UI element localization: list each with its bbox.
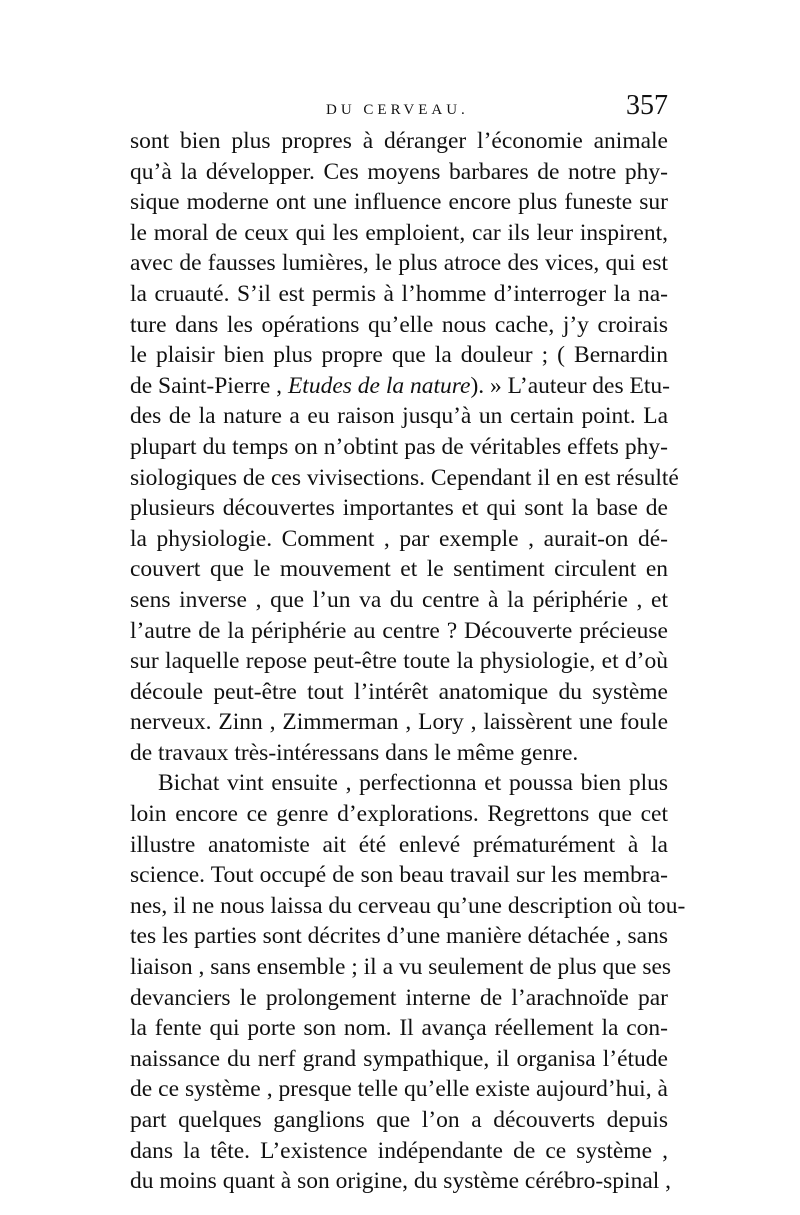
text-line: part quelques ganglions que l’on a découverts depuis <box>130 1107 668 1133</box>
text-line: le moral de ceux qui les emploient, car ils leur inspirent, <box>130 219 668 246</box>
text-line: sur laquelle repose peut-être toute la physiologie, et d’où <box>130 648 668 675</box>
text-line: naissance du nerf grand sympathique, il organisa l’étude <box>130 1045 668 1072</box>
text-line: plupart du temps on n’obtint pas de véritables effets phy- <box>130 433 668 460</box>
text-line: tes les parties sont décrites d’une manière détachée , sans <box>130 923 668 950</box>
text-line: couvert que le mouvement et le sentiment circulent en <box>130 556 668 583</box>
text-line-with-citation <box>130 371 668 402</box>
text-line: la cruauté. S’il est permis à l’homme d’interroger la na- <box>130 280 668 307</box>
text-line: la fente qui porte son nom. Il avança réellement la con- <box>130 1015 668 1042</box>
text-line: la physiologie. Comment , par exemple , aurait-on dé- <box>130 525 668 552</box>
text-line: devanciers le prolongement interne de l’arachnoïde par <box>130 984 668 1011</box>
text-line: science. Tout occupé de son beau travail sur les membra- <box>130 862 668 889</box>
line-text-before: de Saint-Pierre , <box>130 372 288 399</box>
text-line: de ce système , presque telle qu’elle existe aujourd’hui, à <box>130 1076 668 1103</box>
text-line: plusieurs découvertes importantes et qui sont la base de <box>130 495 668 522</box>
text-line: avec de fausses lumières, le plus atroce des vices, qui est <box>130 250 668 277</box>
text-line: qu’à la développer. Ces moyens barbares de notre phy- <box>130 158 668 185</box>
text-line: liaison , sans ensemble ; il a vu seulement de plus que ses <box>130 954 672 981</box>
text-line: sique moderne ont une influence encore plus funeste sur <box>130 189 668 216</box>
text-line: le plaisir bien plus propre que la douleur ; ( Bernardin <box>130 342 668 369</box>
line-text-after: ). » L’auteur des Etu- <box>470 372 670 399</box>
text-line: l’autre de la périphérie au centre ? Découverte précieuse <box>130 617 668 644</box>
text-line: illustre anatomiste ait été enlevé prématurément à la <box>130 831 668 858</box>
paragraph-first-line: Bichat vint ensuite , perfectionna et poussa bien plus <box>158 770 668 797</box>
cited-book-title: Etudes de la nature <box>287 372 471 399</box>
running-head <box>130 86 668 120</box>
text-line: loin encore ce genre d’explorations. Regrettons que cet <box>130 801 668 828</box>
text-line: nerveux. Zinn , Zimmerman , Lory , laissèrent une foule <box>130 709 668 736</box>
text-line: sens inverse , que l’un va du centre à la périphérie , et <box>130 586 668 613</box>
text-line: du moins quant à son origine, du système cérébro-spinal , <box>130 1168 672 1195</box>
text-line: nes, il ne nous laissa du cerveau qu’une description où tou- <box>130 892 686 919</box>
text-line: sont bien plus propres à déranger l’économie animale <box>130 128 668 154</box>
text-line: découle peut-être tout l’intérêt anatomique du système <box>130 678 668 705</box>
body-text <box>130 126 686 1197</box>
paragraph-last-line: de travaux très-intéressans dans le même genre. <box>130 739 579 766</box>
text-line: siologiques de ces vivisections. Cependant il en est résulté <box>130 464 679 491</box>
text-line: ture dans les opérations qu’elle nous cache, j’y croirais <box>130 311 668 338</box>
text-line: dans la tête. L’existence indépendante de ce système , <box>130 1137 668 1164</box>
text-line: des de la nature a eu raison jusqu’à un certain point. La <box>130 403 668 430</box>
page-number: 357 <box>626 90 668 121</box>
running-title: DU CERVEAU. <box>326 102 469 118</box>
